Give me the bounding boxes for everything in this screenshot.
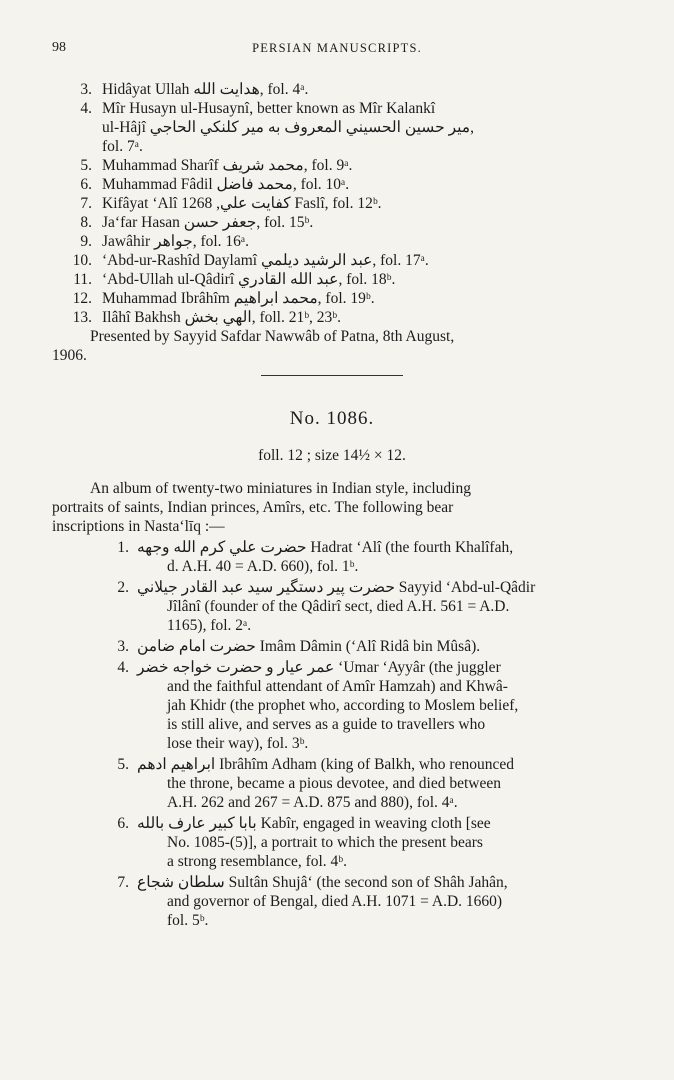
item-text: بابا كبير عارف بالله Kabîr, engaged in weaving cloth [see (137, 815, 491, 832)
item-text: عمر عيار و حضرت خواجه خضر ‘Umar ‘Ayyâr (the juggler (137, 659, 501, 676)
item-text: Kifâyat ‘Alî كفايت علي, 1268 Faslî, fol. 12ᵇ. (102, 195, 382, 212)
item-text: fol. 5ᵇ. (167, 912, 209, 929)
miniature-item (52, 578, 612, 635)
list-item (52, 270, 612, 289)
item-text: and governor of Bengal, died A.H. 1071 = A.D. 1660) (167, 893, 503, 910)
list-item (52, 232, 612, 251)
item-text: and the faithful attendant of Amîr Hamzah) and Khwâ- (167, 678, 508, 695)
item-number: 12. (72, 290, 92, 307)
intro-line: portraits of saints, Indian princes, Amîrs, etc. The following bear (52, 499, 454, 516)
item-text: حضرت پير دستگير سيد عبد القادر جيلاني Sayyid ‘Abd-ul-Qâdir (137, 579, 536, 596)
item-number: 7. (80, 195, 92, 212)
item-text: Mîr Husayn ul-Husaynî, better known as Mîr Kalankî (102, 100, 436, 117)
artist-list (52, 80, 612, 327)
item-number: 1. (117, 539, 129, 556)
list-item (52, 289, 612, 308)
item-text: is still alive, and serves as a guide to travellers who (167, 716, 486, 733)
item-number: 7. (117, 874, 129, 891)
item-number: 6. (80, 176, 92, 193)
item-number: 2. (117, 579, 129, 596)
item-text: سلطان شجاع Sultân Shujâ‘ (the second son of Shâh Jahân, (137, 874, 508, 891)
entry-size: foll. 12 ; size 14½ × 12. (258, 447, 406, 464)
item-text: A.H. 262 and 267 = A.D. 875 and 880), fol. 4ᵃ. (167, 794, 458, 811)
item-number: 11. (73, 271, 92, 288)
item-text: Muhammad Ibrâhîm محمد ابراهيم, fol. 19ᵇ. (102, 290, 375, 307)
list-item (52, 156, 612, 175)
item-text: Hidâyat Ullah هدايت الله, fol. 4ᵃ. (102, 81, 309, 98)
miniature-item (52, 814, 612, 871)
item-number (52, 118, 102, 137)
item-text: ‘Abd-Ullah ul-Qâdirî عبد الله القادري, fol. 18ᵇ. (102, 271, 396, 288)
item-number: 5. (80, 157, 92, 174)
section-divider (261, 375, 403, 376)
item-text: the throne, became a pious devotee, and died between (167, 775, 501, 792)
item-number (52, 137, 102, 156)
item-number: 10. (72, 252, 92, 269)
item-text: Muhammad Fâdil محمد فاضل, fol. 10ᵃ. (102, 176, 350, 193)
miniature-item (52, 658, 612, 753)
miniature-item (52, 538, 612, 576)
entry-intro (52, 479, 612, 536)
list-item (52, 213, 612, 232)
item-text: ul-Hâjî مير حسين الحسيني المعروف به مير كلنكي الحاجي, (102, 119, 474, 136)
intro-line: An album of twenty-two miniatures in Indian style, including (90, 480, 471, 497)
miniature-item (52, 873, 612, 930)
item-text: حضرت علي كرم الله وجهه Hadrat ‘Alî (the fourth Khalîfah, (137, 539, 514, 556)
item-number: 6. (117, 815, 129, 832)
item-text: d. A.H. 40 = A.D. 660), fol. 1ᵇ. (167, 558, 359, 575)
item-number: 3. (80, 81, 92, 98)
item-text: jah Khidr (the prophet who, according to Moslem belief, (167, 697, 519, 714)
item-number: 4. (80, 100, 92, 117)
item-number: 3. (117, 638, 129, 655)
miniature-item (52, 755, 612, 812)
item-text: No. 1085-(5)], a portrait to which the present bears (167, 834, 483, 851)
item-number: 8. (80, 214, 92, 231)
item-text: Jawâhir جواهر, fol. 16ᵃ. (102, 233, 250, 250)
entry-title: No. 1086. (289, 408, 375, 429)
item-text: a strong resemblance, fol. 4ᵇ. (167, 853, 347, 870)
item-number: 9. (80, 233, 92, 250)
miniature-item (52, 637, 612, 656)
list-item (52, 80, 612, 99)
presented-line: Presented by Sayyid Safdar Nawwâb of Patna, 8th August, (90, 328, 455, 345)
intro-line: inscriptions in Nasta‘līq :— (52, 518, 225, 535)
list-item (52, 194, 612, 213)
item-text: Ja‘far Hasan جعفر حسن, fol. 15ᵇ. (102, 214, 314, 231)
item-text: Muhammad Sharîf محمد شريف, fol. 9ᵃ. (102, 157, 353, 174)
list-item (52, 251, 612, 270)
item-number: 13. (72, 309, 92, 326)
list-item (52, 175, 612, 194)
page-body (52, 80, 612, 930)
miniature-list (52, 538, 612, 930)
item-text: 1165), fol. 2ᵃ. (167, 617, 252, 634)
item-number: 5. (117, 756, 129, 773)
page-header (52, 40, 622, 58)
item-text: ابراهيم ادهم Ibrâhîm Adham (king of Balkh, who renounced (137, 756, 514, 773)
item-text: ‘Abd-ur-Rashîd Daylamî عبد الرشيد ديلمي, fol. 17ᵃ. (102, 252, 429, 269)
item-text: Jîlânî (founder of the Qâdirî sect, died A.H. 561 = A.D. (167, 598, 510, 615)
presented-line: 1906. (52, 347, 87, 364)
item-text: حضرت امام ضامن Imâm Dâmin (‘Alî Ridâ bin Mûsâ). (137, 638, 481, 655)
item-text: fol. 7ᵃ. (102, 138, 143, 155)
list-item (52, 99, 612, 156)
list-item (52, 308, 612, 327)
presented-note (52, 327, 612, 365)
item-text: lose their way), fol. 3ᵇ. (167, 735, 309, 752)
page-number: 98 (52, 40, 66, 55)
item-number: 4. (117, 659, 129, 676)
running-head: PERSIAN MANUSCRIPTS. (252, 41, 422, 55)
item-text: Ilâhî Bakhsh الهي بخش, foll. 21ᵇ, 23ᵇ. (102, 309, 341, 326)
